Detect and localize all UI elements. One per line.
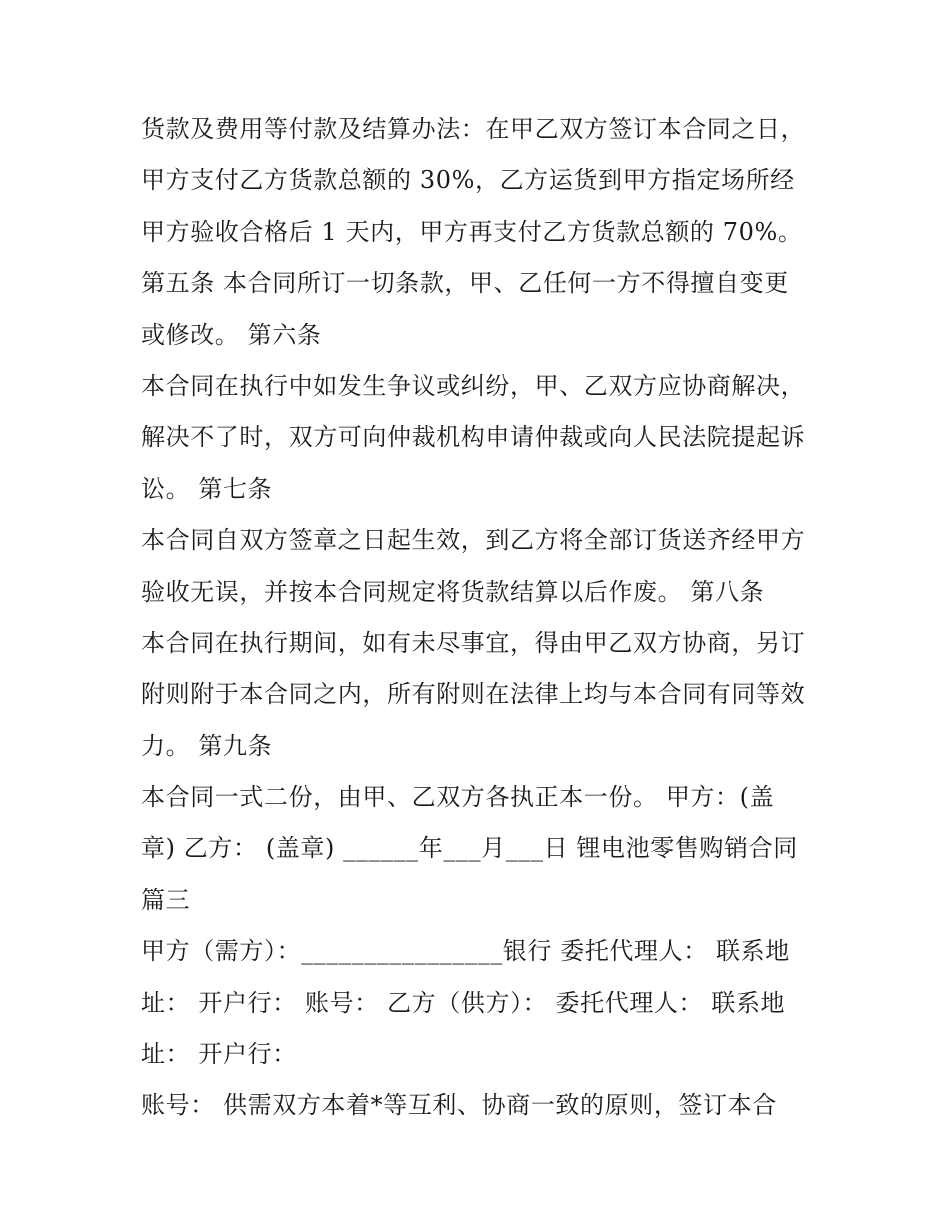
text-line: 本合同在执行中如发生争议或纠纷，甲、乙双方应协商解决， [141,371,806,400]
text-line: 附则附于本合同之内，所有附则在法律上均与本合同有同等效 [141,680,806,709]
text-line: 或修改。 第六条 [141,320,322,349]
text-line: 甲方支付乙方货款总额的 30%，乙方运货到甲方指定场所经 [141,166,795,195]
text-line: 本合同自双方签章之日起生效，到乙方将全部订货送齐经甲方 [141,526,806,555]
contract-text-body [141,104,831,1132]
text-line: 解决不了时，双方可向仲裁机构申请仲裁或向人民法院提起诉 [141,423,806,452]
text-line: 货款及费用等付款及结算办法：在甲乙双方签订本合同之日， [141,115,806,143]
text-line: 力。 第九条 [141,731,273,760]
text-line: 第五条 本合同所订一切条款，甲、乙任何一方不得擅自变更 [141,269,789,298]
text-line: 篇三 [141,885,191,914]
text-line: 验收无误，并按本合同规定将货款结算以后作废。 第八条 [141,577,765,606]
text-line: 讼。 第七条 [141,474,273,503]
text-line: 址： 开户行： 账号： 乙方（供方）： 委托代理人： 联系地 [141,988,786,1017]
text-line: 甲方（需方）：________________银行 委托代理人： 联系地 [141,937,790,966]
text-line: 甲方验收合格后 1 天内，甲方再支付乙方货款总额的 70%。 [141,217,803,246]
text-line: 章) 乙方： (盖章) ______年___月___日 锂电池零售购销合同 [141,834,798,863]
text-line: 本合同一式二份，由甲、乙双方各执正本一份。 甲方：(盖 [141,783,775,812]
text-line: 账号： 供需双方本着*等互利、协商一致的原则，签订本合 [141,1091,777,1120]
text-line: 址： 开户行： [141,1040,297,1069]
text-line: 本合同在执行期间，如有未尽事宜，得由甲乙双方协商，另订 [141,628,806,657]
